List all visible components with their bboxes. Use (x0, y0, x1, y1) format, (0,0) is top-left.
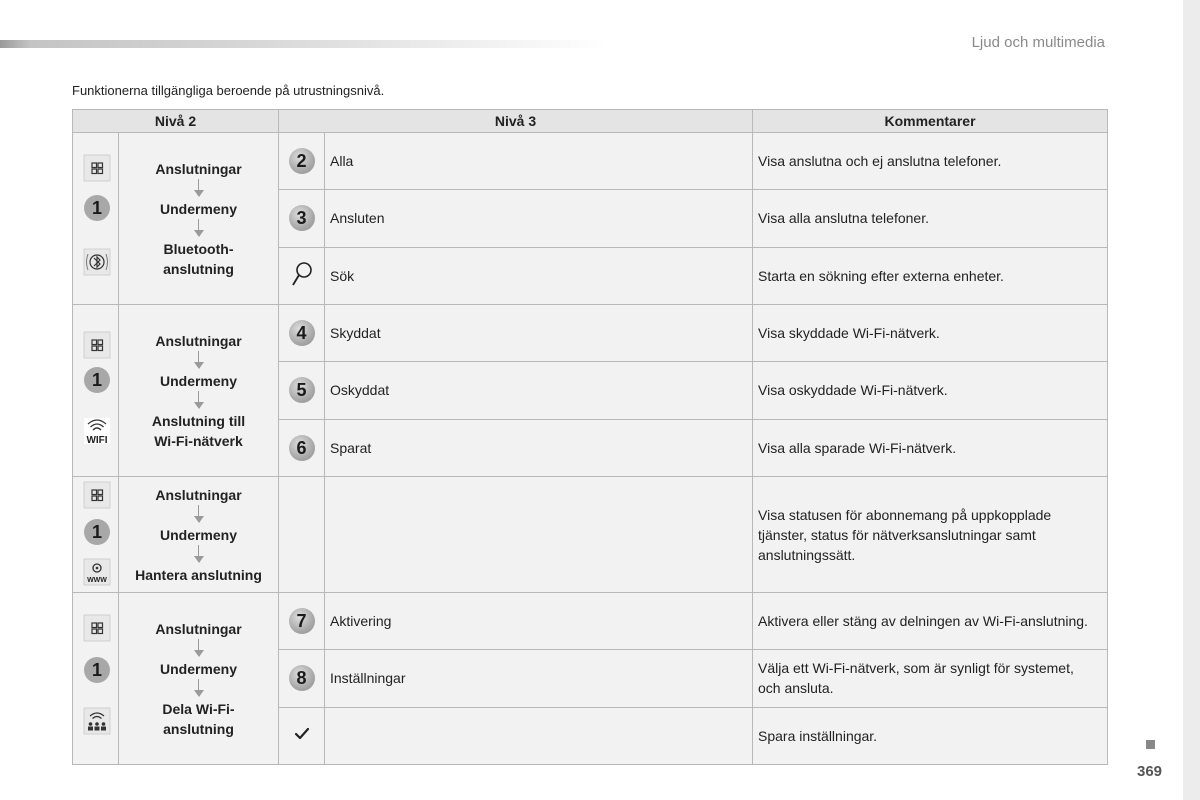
number-badge: 4 (289, 320, 315, 346)
comment: Aktivera eller stäng av delningen av Wi-Fi-anslutning. (753, 593, 1108, 650)
badge-1 (84, 195, 110, 221)
down-arrow-icon (192, 505, 206, 525)
table-row (73, 593, 1108, 650)
down-arrow-icon (192, 679, 206, 699)
page-marker (1146, 740, 1155, 749)
svg-text:1: 1 (91, 660, 102, 680)
comment: Visa anslutna och ej anslutna telefoner. (753, 133, 1108, 190)
level-icons (74, 305, 118, 473)
level-icons-cell (73, 133, 119, 305)
badge-cell (279, 707, 325, 764)
grid-icon (84, 615, 110, 641)
page-number: 369 (1137, 763, 1163, 780)
badge-cell (279, 650, 325, 707)
comment: Visa statusen för abonnemang på uppkopplade tjänster, status för nätverksanslutningar samt anslutningssätt. (753, 477, 1108, 593)
level2-path (119, 305, 279, 477)
badge-cell (279, 305, 325, 362)
svg-text:WWW: WWW (86, 577, 107, 584)
comment: Visa oskyddade Wi-Fi-nätverk. (753, 362, 1108, 419)
bluetooth-icon (84, 249, 110, 275)
header-niva2: Nivå 2 (73, 110, 279, 133)
comment: Spara inställningar. (753, 707, 1108, 764)
badge-cell (279, 362, 325, 419)
step-target: Anslutning till Wi-Fi-nätverk (151, 412, 246, 449)
svg-text:1: 1 (91, 370, 102, 390)
option-label (325, 707, 753, 764)
section-title: Ljud och multimedia (971, 34, 1105, 51)
step-undermeny: Undermeny (159, 660, 238, 677)
badge-1 (84, 367, 110, 393)
comment: Visa alla sparade Wi-Fi-nätverk. (753, 419, 1108, 476)
table-row (73, 477, 1108, 593)
intro-text: Funktionerna tillgängliga beroende på utrustningsnivå. (72, 83, 385, 98)
step-anslutningar: Anslutningar (155, 620, 242, 637)
down-arrow-icon (192, 639, 206, 659)
header-bar (0, 40, 610, 48)
comment: Välja ett Wi-Fi-nätverk, som är synligt för systemet, och ansluta. (753, 650, 1108, 707)
svg-text:1: 1 (91, 522, 102, 542)
step-undermeny: Undermeny (159, 372, 238, 389)
level-icons-cell (73, 593, 119, 765)
option-label: Inställningar (325, 650, 753, 707)
down-arrow-icon (192, 545, 206, 565)
level-icons (74, 593, 118, 761)
check-icon (294, 727, 310, 741)
number-badge: 8 (289, 665, 315, 691)
option-label: Ansluten (325, 190, 753, 247)
comment: Visa alla anslutna telefoner. (753, 190, 1108, 247)
option-label: Alla (325, 133, 753, 190)
option-label: Sparat (325, 419, 753, 476)
level-icons-cell (73, 305, 119, 477)
hotspot-icon (84, 708, 110, 734)
number-badge: 5 (289, 377, 315, 403)
option-label: Oskyddat (325, 362, 753, 419)
number-badge: 6 (289, 435, 315, 461)
down-arrow-icon (192, 179, 206, 199)
www-icon (84, 559, 110, 585)
step-undermeny: Undermeny (159, 526, 238, 543)
step-target: Bluetooth- anslutning (163, 240, 234, 277)
badge-cell (279, 247, 325, 304)
down-arrow-icon (192, 351, 206, 371)
header-kommentarer: Kommentarer (753, 110, 1108, 133)
step-undermeny: Undermeny (159, 200, 238, 217)
number-badge: 7 (289, 608, 315, 634)
badge-cell (279, 190, 325, 247)
down-arrow-icon (192, 219, 206, 239)
grid-icon (84, 332, 110, 358)
badge-cell (279, 477, 325, 593)
level2-path (119, 593, 279, 765)
step-anslutningar: Anslutningar (155, 486, 242, 503)
grid-icon (84, 482, 110, 508)
option-label: Aktivering (325, 593, 753, 650)
badge-cell (279, 133, 325, 190)
step-anslutningar: Anslutningar (155, 160, 242, 177)
level-icons-cell (73, 477, 119, 593)
badge-cell (279, 593, 325, 650)
functions-table (72, 109, 1108, 765)
option-label: Sök (325, 247, 753, 304)
step-target: Dela Wi-Fi- anslutning (162, 700, 235, 737)
number-badge: 3 (289, 205, 315, 231)
level-icons (74, 477, 118, 589)
step-target: Hantera anslutning (135, 566, 262, 583)
table-row (73, 305, 1108, 362)
wifi-icon (84, 418, 110, 446)
option-label: Skyddat (325, 305, 753, 362)
svg-text:1: 1 (91, 198, 102, 218)
option-label (325, 477, 753, 593)
comment: Visa skyddade Wi-Fi-nätverk. (753, 305, 1108, 362)
down-arrow-icon (192, 391, 206, 411)
step-anslutningar: Anslutningar (155, 332, 242, 349)
search-icon (289, 259, 315, 289)
level-icons (74, 133, 118, 301)
grid-icon (84, 155, 110, 181)
svg-text:WIFI: WIFI (85, 435, 108, 446)
badge-1 (84, 657, 110, 683)
page-edge-strip (1183, 0, 1200, 800)
table-row (73, 133, 1108, 190)
badge-cell (279, 419, 325, 476)
level2-path (119, 133, 279, 305)
header-niva3: Nivå 3 (279, 110, 753, 133)
badge-1 (84, 519, 110, 545)
comment: Starta en sökning efter externa enheter. (753, 247, 1108, 304)
level2-path (119, 477, 279, 593)
number-badge: 2 (289, 148, 315, 174)
